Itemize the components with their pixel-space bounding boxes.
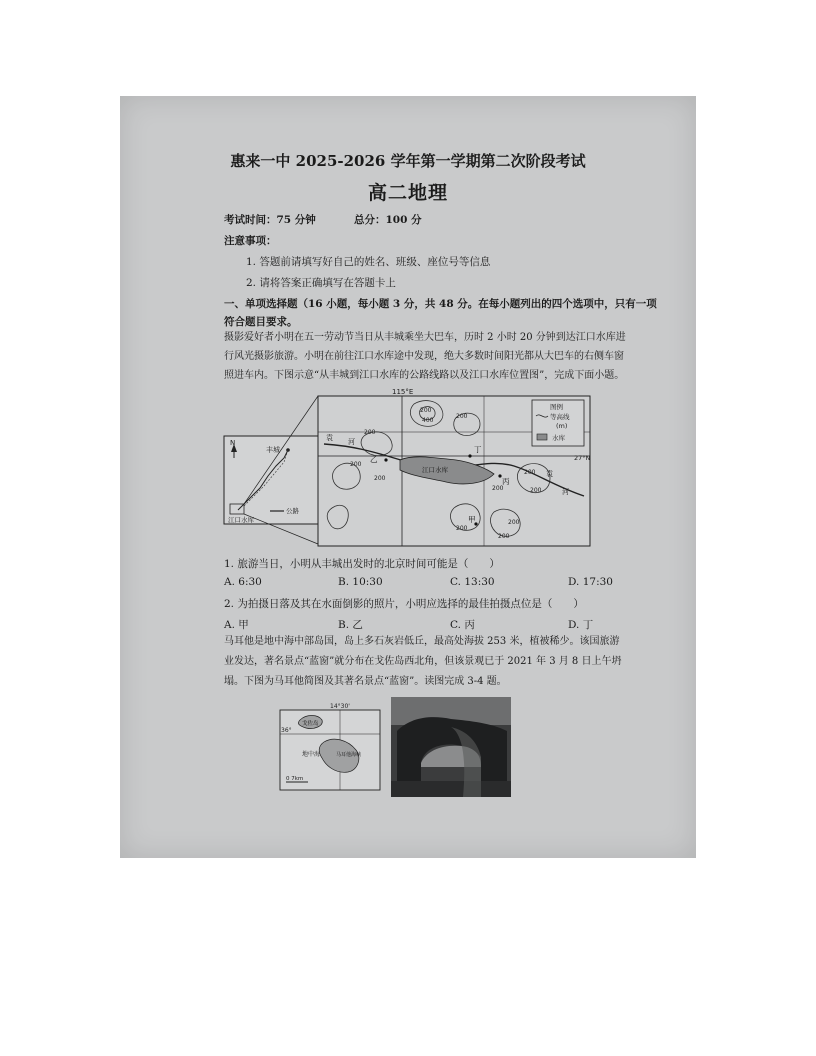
contour-label: 200 [524,469,536,476]
malta-longitude-label: 14°30' [330,703,350,710]
contour-label: 200 [456,525,468,532]
q2-option-b: B. 乙 [338,619,363,631]
point-label-ding: 丁 [474,445,482,454]
passage-line: 业发达，著名景点“蓝窗”就分布在戈佐岛西北角，但该景观已于 2021 年 3 月 8 日上午坍 [224,656,622,667]
note-item: 2. 请将答案正确填写在答题卡上 [246,277,396,289]
reservoir-map-figure [224,388,604,548]
city-label: 丰城 [266,446,280,454]
section-heading: 一、单项选择题（16 小题，每小题 3 分，共 48 分。在每小题列出的四个选项中，只有一项 [224,298,657,310]
question-2-stem: 2. 为拍摄日落及其在水面倒影的照片，小明应选择的最佳拍摄点位是（ ） [224,598,584,610]
contour-label: 200 [364,429,376,436]
river-label: 河 [348,438,355,446]
note-item: 1. 答题前请填写好自己的姓名、班级、座位号等信息 [246,256,491,268]
notes-heading: 注意事项： [224,235,277,247]
scale-label: 0 7km [286,776,304,782]
channel-label: 马耳他海峡 [336,752,362,758]
q2-option-d: D. 丁 [568,619,594,631]
blue-window-photo [391,697,511,797]
point-marker [384,458,387,461]
exam-title: 惠来一中 2025-2026 学年第一学期第二次阶段考试 [230,152,586,170]
q2-option-c: C. 丙 [450,619,475,631]
point-marker [468,454,471,457]
reservoir-map-svg [224,388,604,548]
exam-subject: 高二地理 [367,182,448,204]
reservoir-inset-label: 江口水库 [228,516,254,524]
contour-label: 200 [374,475,386,482]
malta-map-figure [278,702,384,794]
point-label-jia: 甲 [468,515,476,524]
malta-map-svg [278,702,384,794]
scanned-exam-page [120,96,696,858]
point-label-bing: 丙 [502,477,510,486]
contour-label: 200 [508,519,520,526]
reservoir-legend-icon [537,434,547,440]
q2-option-a: A. 甲 [224,619,249,631]
reservoir-label: 江口水库 [422,466,448,474]
q1-option-d: D. 17:30 [568,576,613,588]
legend-unit: (m) [556,422,568,430]
latitude-label: 27°N [574,454,591,462]
contour-label: 400 [422,417,434,424]
passage-line: 行风光摄影旅游。小明在前往江口水库途中发现，绝大多数时间阳光都从大巴车的右侧车窗 [224,351,624,362]
point-label-yi: 乙 [370,455,378,464]
contour-label: 200 [498,533,510,540]
exam-time: 考试时间：75 分钟 [224,214,316,226]
sea-water [391,781,511,797]
blue-window-photo-svg [391,697,511,797]
q1-option-a: A. 6:30 [224,576,262,588]
river-label: 河 [562,488,569,496]
legend-reservoir: 水库 [552,434,565,442]
passage-line: 马耳他是地中海中部岛国，岛上多石灰岩低丘，最高处海拔 253 米，植被稀少。该国旅游 [224,636,620,647]
passage-line: 照进车内。下图示意“从丰城到江口水库的公路线路以及江口水库位置图”，完成下面小题。 [224,370,625,381]
contour-label: 200 [492,485,504,492]
exam-score: 总分：100 分 [354,214,422,226]
question-1-stem: 1. 旅游当日，小明从丰城出发时的北京时间可能是（ ） [224,558,500,570]
passage-line: 塌。下图为马耳他简图及其著名景点“蓝窗”。读图完成 3-4 题。 [224,676,507,687]
contour-label: 200 [456,413,468,420]
passage-line: 摄影爱好者小明在五一劳动节当日从丰城乘坐大巴车，历时 2 小时 20 分钟到达江口水库进 [224,332,626,343]
legend-contour: 等高线 [550,413,570,421]
malta-latitude-label: 36° [281,727,292,734]
sea-label: 地中海 [302,751,321,758]
contour-label: 200 [420,407,432,414]
gozo-label: 戈佐岛 [302,721,319,727]
q1-option-c: C. 13:30 [450,576,495,588]
contour-label: 200 [530,487,542,494]
river-label: 袁 [326,434,333,442]
legend-title: 图例 [550,403,563,411]
north-label: N [230,439,236,447]
longitude-label: 115°E [392,388,414,396]
contour-label: 200 [350,461,362,468]
section-heading-cont: 符合题目要求。 [224,316,298,328]
river-label: 袁 [546,470,553,478]
q1-option-b: B. 10:30 [338,576,383,588]
road-legend-label: 公路 [286,507,299,515]
